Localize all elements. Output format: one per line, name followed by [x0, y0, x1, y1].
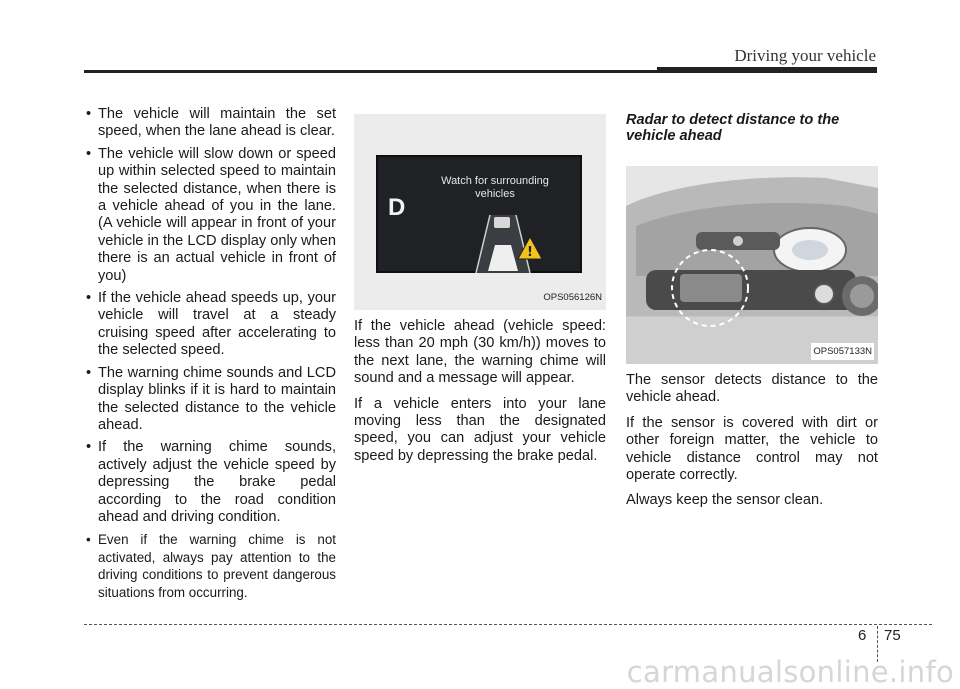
bullet-item: • The vehicle will maintain the set speed, when the lane ahead is clear. — [84, 106, 336, 141]
figure-caption: OPS057133N — [811, 343, 874, 360]
column-right — [626, 106, 878, 518]
header-rule-accent — [657, 67, 877, 73]
fog-light-icon — [814, 284, 834, 304]
lcd-message: Watch for surrounding vehicles — [441, 175, 549, 200]
text-block — [354, 318, 606, 465]
bullet-item: • The vehicle will slow down or speed up within selected speed to maintain the selected distance, when there is a vehicle ahead of you in the lane. (A vehicle will appear in front of your vehicle in the LCD display only when there is an actual vehicle in front of you) — [84, 146, 336, 285]
column-middle — [354, 106, 606, 473]
paragraph: The sensor detects distance to the vehicle ahead. — [626, 372, 878, 406]
footer-rule — [84, 624, 932, 625]
bullet-item: • If the vehicle ahead speeds up, your vehicle will travel at a steady cruising speed after accelerating to the selected speed. — [84, 290, 336, 360]
radar-sensor — [680, 274, 742, 302]
road-lane-icon — [448, 207, 558, 273]
chapter-number: 6 — [858, 627, 867, 644]
bullet-list — [84, 106, 336, 601]
bullet-item: • Even if the warning chime is not activated, always pay attention to the driving conditions to prevent dangerous situations from occurring. — [84, 531, 336, 601]
bullet-item: • The warning chime sounds and LCD display blinks if it is hard to maintain the selected distance to the vehicle ahead. — [84, 365, 336, 435]
paragraph: Always keep the sensor clean. — [626, 492, 824, 509]
paragraph: If the sensor is covered with dirt or other foreign matter, the vehicle to vehicle distance control may not operate correctly. — [626, 414, 878, 484]
figure-caption: OPS056126N — [543, 291, 602, 303]
running-header: Driving your vehicle — [734, 46, 876, 65]
car-front-illustration — [626, 166, 878, 364]
vehicle-ahead-icon — [494, 217, 510, 228]
gear-indicator: D — [388, 194, 406, 221]
bullet-item: • If the warning chime sounds, actively adjust the vehicle speed by depressing the brake pedal according to the road condition ahead and driving condition. — [84, 439, 336, 526]
svg-text:!: ! — [527, 245, 533, 260]
lcd-display — [376, 155, 582, 273]
section-heading: Radar to detect distance to the vehicle ahead — [626, 112, 840, 144]
watermark: carmanualsonline.info — [626, 655, 954, 689]
column-left — [84, 106, 336, 606]
paragraph: If a vehicle enters into your lane moving less than the designated speed, you can adjust your vehicle speed by depressing the brake pedal. — [354, 395, 606, 464]
radar-figure — [626, 166, 878, 364]
lcd-figure — [354, 114, 606, 310]
page-number: 75 — [884, 627, 901, 644]
paragraph: If the vehicle ahead (vehicle speed: less than 20 mph (30 km/h)) moves to the next lane, the warning chime will sound and a message will appear. — [354, 318, 606, 387]
